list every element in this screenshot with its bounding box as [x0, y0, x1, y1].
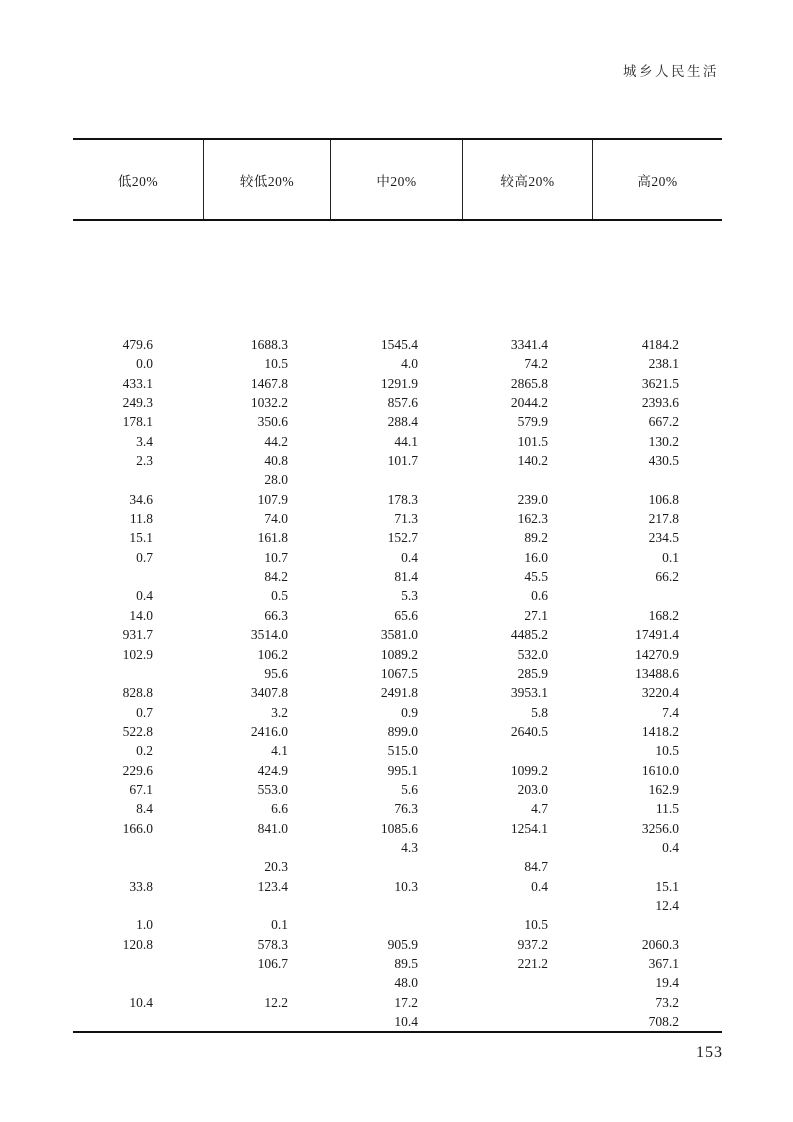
table-cell: 841.0: [257, 820, 288, 836]
table-cell: 0.1: [662, 549, 679, 565]
table-cell: 10.4: [394, 1014, 418, 1030]
table-cell: 2865.8: [510, 375, 548, 391]
table-cell: 66.3: [264, 607, 288, 623]
table-cell: 73.2: [655, 994, 679, 1010]
table-cell: [592, 915, 722, 934]
table-cell: 10.5: [655, 743, 679, 759]
table-cell: 1610.0: [641, 762, 679, 778]
table-cell: 553.0: [257, 781, 288, 797]
table-cell: 102.9: [122, 646, 153, 662]
table-cell: [73, 838, 203, 857]
table-row: [73, 761, 722, 780]
table-cell: 45.5: [524, 569, 548, 585]
table-cell: [73, 896, 203, 915]
table-cell: 1688.3: [250, 337, 288, 352]
table-cell: 2.3: [136, 453, 153, 469]
table-cell: 130.2: [648, 433, 679, 449]
table-row: [73, 451, 722, 470]
table-cell: 17.2: [394, 994, 418, 1010]
table-cell: 2060.3: [641, 936, 679, 952]
table-cell: 19.4: [655, 975, 679, 991]
table-row: [73, 877, 722, 896]
table-cell: 28.0: [264, 472, 288, 488]
table-cell: 107.9: [257, 491, 288, 507]
table-cell: 10.5: [524, 917, 548, 933]
table-cell: 1291.9: [380, 375, 418, 391]
table-cell: 221.2: [517, 956, 548, 971]
table-cell: 249.3: [122, 395, 153, 411]
table-cell: 532.0: [517, 646, 548, 662]
table-row: [73, 915, 722, 934]
table-cell: 0.7: [136, 549, 153, 565]
table-cell: 203.0: [517, 781, 548, 797]
table-cell: [592, 470, 722, 489]
table-cell: 288.4: [387, 414, 418, 430]
table-cell: 0.7: [136, 704, 153, 720]
table-row: [73, 799, 722, 818]
table-cell: 5.6: [401, 781, 418, 797]
table-cell: 1545.4: [380, 337, 418, 352]
table-cell: 48.0: [394, 975, 418, 991]
table-cell: 65.6: [394, 607, 418, 623]
table-cell: [203, 838, 330, 857]
table-cell: 10.5: [264, 356, 288, 372]
table-cell: 14.0: [129, 607, 153, 623]
table-cell: 16.0: [524, 549, 548, 565]
table-cell: 3953.1: [510, 685, 548, 701]
table-cell: 0.4: [531, 878, 548, 894]
table-cell: 101.7: [387, 453, 418, 469]
table-cell: 1067.5: [380, 665, 418, 681]
table-cell: 1418.2: [641, 723, 679, 739]
table-cell: [73, 1012, 203, 1031]
table-cell: 285.9: [517, 665, 548, 681]
table-cell: [330, 470, 462, 489]
table-cell: 1467.8: [250, 375, 288, 391]
table-cell: 162.9: [648, 781, 679, 797]
table-row: [73, 896, 722, 915]
table-row: [73, 354, 722, 373]
table-cell: [203, 1012, 330, 1031]
table-cell: 14270.9: [635, 646, 679, 662]
table-row: [73, 645, 722, 664]
table-cell: 0.4: [401, 549, 418, 565]
table-row: [73, 683, 722, 702]
table-cell: 84.2: [264, 569, 288, 585]
page-number: 153: [696, 1044, 723, 1061]
table-row: [73, 374, 722, 393]
table-cell: [203, 896, 330, 915]
table-cell: 1254.1: [510, 820, 548, 836]
table-cell: 905.9: [387, 936, 418, 952]
table-cell: [462, 838, 592, 857]
table-cell: 166.0: [122, 820, 153, 836]
table-cell: 106.8: [648, 491, 679, 507]
table-cell: 2491.8: [380, 685, 418, 701]
table-cell: 8.4: [136, 801, 153, 817]
table-cell: 0.2: [136, 743, 153, 759]
table-cell: 178.1: [122, 414, 153, 430]
table-row: [73, 567, 722, 586]
table-cell: 3514.0: [250, 627, 288, 643]
table-cell: 578.3: [257, 936, 288, 952]
table-cell: 0.4: [662, 839, 679, 855]
table-cell: 106.2: [257, 646, 288, 662]
table-cell: 89.2: [524, 530, 548, 546]
table-cell: 3621.5: [641, 375, 679, 391]
table-cell: [73, 567, 203, 586]
table-cell: 367.1: [648, 956, 679, 971]
column-header-mid20: 中20%: [330, 140, 462, 219]
table-row: [73, 819, 722, 838]
table-cell: 1089.2: [380, 646, 418, 662]
table-cell: 857.6: [387, 395, 418, 411]
table-row: [73, 335, 722, 354]
table-cell: 74.0: [264, 511, 288, 527]
table-row: [73, 490, 722, 509]
table-cell: 120.8: [122, 936, 153, 952]
table-cell: 89.5: [394, 956, 418, 971]
table-cell: 12.2: [264, 994, 288, 1010]
table-cell: 424.9: [257, 762, 288, 778]
table-cell: [462, 993, 592, 1012]
table-cell: [73, 954, 203, 973]
table-cell: 238.1: [648, 356, 679, 372]
table-row: [73, 973, 722, 992]
table-cell: 931.7: [122, 627, 153, 643]
table-row: [73, 470, 722, 489]
table-cell: 17491.4: [635, 627, 679, 643]
column-header-lower-mid20: 较低20%: [203, 140, 330, 219]
column-header-upper-mid20: 较高20%: [462, 140, 592, 219]
table-cell: 522.8: [122, 723, 153, 739]
table-cell: 579.9: [517, 414, 548, 430]
table-cell: [330, 896, 462, 915]
table-cell: 4.7: [531, 801, 548, 817]
table-row: [73, 664, 722, 683]
table-cell: 33.8: [129, 878, 153, 894]
table-row: [73, 625, 722, 644]
table-cell: 229.6: [122, 762, 153, 778]
table-cell: 4485.2: [510, 627, 548, 643]
table-cell: 15.1: [655, 878, 679, 894]
table-row: [73, 935, 722, 954]
table-cell: 106.7: [257, 956, 288, 971]
table-body: [73, 221, 722, 1033]
table-cell: 162.3: [517, 511, 548, 527]
table-cell: 15.1: [129, 530, 153, 546]
table-cell: 74.2: [524, 356, 548, 372]
table-cell: 2416.0: [250, 723, 288, 739]
table-cell: [592, 857, 722, 876]
table-cell: 239.0: [517, 491, 548, 507]
table-cell: 899.0: [387, 723, 418, 739]
table-cell: 1085.6: [380, 820, 418, 836]
income-quintile-table: [73, 138, 722, 1033]
table-cell: 2044.2: [510, 395, 548, 411]
table-cell: 4.3: [401, 839, 418, 855]
table-row: [73, 993, 722, 1012]
table-cell: 84.7: [524, 859, 548, 875]
table-cell: 1099.2: [510, 762, 548, 778]
table-cell: 4.1: [271, 743, 288, 759]
table-cell: [462, 470, 592, 489]
table-cell: 40.8: [264, 453, 288, 469]
table-cell: 13488.6: [635, 665, 679, 681]
table-cell: [462, 741, 592, 760]
table-row: [73, 432, 722, 451]
table-cell: 11.5: [655, 801, 679, 817]
table-cell: 44.2: [264, 433, 288, 449]
table-cell: 10.4: [129, 994, 153, 1010]
table-cell: 0.6: [531, 588, 548, 604]
table-cell: 4.0: [401, 356, 418, 372]
table-cell: [203, 973, 330, 992]
table-cell: 3220.4: [641, 685, 679, 701]
table-cell: 76.3: [394, 801, 418, 817]
table-row: [73, 722, 722, 741]
table-cell: 995.1: [387, 762, 418, 778]
table-row: [73, 838, 722, 857]
table-cell: 7.4: [662, 704, 679, 720]
table-row: [73, 412, 722, 431]
table-cell: 66.2: [655, 569, 679, 585]
table-cell: 667.2: [648, 414, 679, 430]
table-cell: 3.4: [136, 433, 153, 449]
table-cell: 95.6: [264, 665, 288, 681]
table-cell: 178.3: [387, 491, 418, 507]
table-cell: 4184.2: [641, 337, 679, 352]
table-row: [73, 548, 722, 567]
table-row: [73, 393, 722, 412]
table-row: [73, 586, 722, 605]
table-row: [73, 1012, 722, 1031]
table-cell: 0.1: [271, 917, 288, 933]
table-row: [73, 857, 722, 876]
table-cell: [73, 664, 203, 683]
table-cell: 101.5: [517, 433, 548, 449]
table-cell: 3581.0: [380, 627, 418, 643]
table-cell: 81.4: [394, 569, 418, 585]
table-cell: [73, 973, 203, 992]
table-cell: 161.8: [257, 530, 288, 546]
table-cell: 0.4: [136, 588, 153, 604]
table-cell: 140.2: [517, 453, 548, 469]
table-cell: 0.9: [401, 704, 418, 720]
column-header-low20: 低20%: [117, 173, 159, 189]
table-cell: 67.1: [129, 781, 153, 797]
table-cell: 34.6: [129, 491, 153, 507]
table-cell: 479.6: [122, 337, 153, 352]
table-cell: 3.2: [271, 704, 288, 720]
table-cell: 5.8: [531, 704, 548, 720]
table-cell: 515.0: [387, 743, 418, 759]
table-cell: 937.2: [517, 936, 548, 952]
table-cell: 234.5: [648, 530, 679, 546]
table-cell: [462, 973, 592, 992]
table-cell: 828.8: [122, 685, 153, 701]
table-row: [73, 703, 722, 722]
table-cell: 27.1: [524, 607, 548, 623]
table-cell: 1032.2: [250, 395, 288, 411]
table-cell: 0.5: [271, 588, 288, 604]
table-cell: [330, 915, 462, 934]
table-cell: 433.1: [122, 375, 153, 391]
table-row: [73, 954, 722, 973]
table-cell: 0.0: [136, 356, 153, 372]
table-cell: 430.5: [648, 453, 679, 469]
table-cell: [73, 470, 203, 489]
column-header-high20: 高20%: [592, 140, 722, 219]
table-cell: 5.3: [401, 588, 418, 604]
table-cell: [592, 586, 722, 605]
table-cell: 11.8: [129, 511, 153, 527]
table-cell: 168.2: [648, 607, 679, 623]
table-cell: 3341.4: [510, 337, 548, 352]
table-cell: 44.1: [394, 433, 418, 449]
table-cell: 10.3: [394, 878, 418, 894]
table-row: [73, 780, 722, 799]
table-cell: 3256.0: [641, 820, 679, 836]
table-row: [73, 606, 722, 625]
table-cell: 123.4: [257, 878, 288, 894]
running-header: 城乡人民生活: [623, 64, 719, 79]
table-cell: 1.0: [136, 917, 153, 933]
table-cell: [330, 857, 462, 876]
table-cell: 6.6: [271, 801, 288, 817]
table-cell: [73, 857, 203, 876]
table-cell: 20.3: [264, 859, 288, 875]
table-row: [73, 509, 722, 528]
table-cell: 2393.6: [641, 395, 679, 411]
table-header-row: [73, 138, 722, 221]
table-cell: 708.2: [648, 1014, 679, 1030]
table-cell: 10.7: [264, 549, 288, 565]
table-cell: 350.6: [257, 414, 288, 430]
table-cell: 71.3: [394, 511, 418, 527]
table-cell: 3407.8: [250, 685, 288, 701]
table-row: [73, 528, 722, 547]
table-cell: 2640.5: [510, 723, 548, 739]
table-cell: [462, 896, 592, 915]
table-cell: [462, 1012, 592, 1031]
table-row: [73, 741, 722, 760]
table-cell: 217.8: [648, 511, 679, 527]
table-cell: 12.4: [655, 897, 679, 913]
table-cell: 152.7: [387, 530, 418, 546]
